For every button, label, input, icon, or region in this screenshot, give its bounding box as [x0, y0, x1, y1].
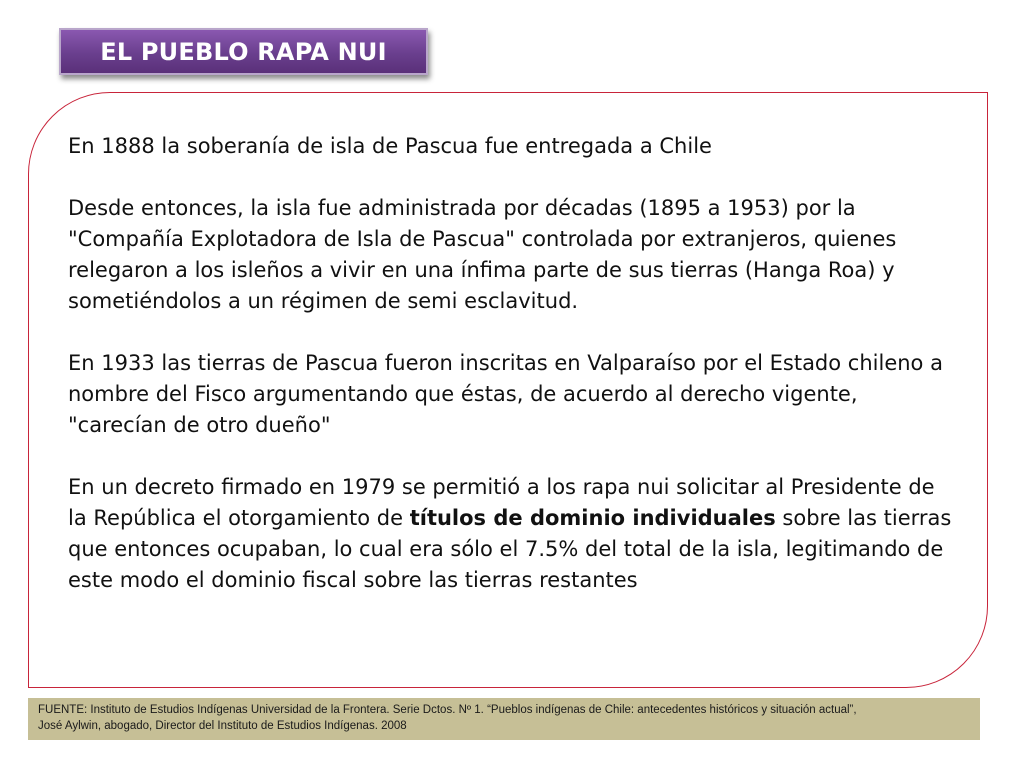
paragraph-4-bold-text: títulos de dominio individuales — [409, 506, 776, 530]
paragraph-4 — [68, 472, 958, 596]
source-line-1: FUENTE: Instituto de Estudios Indígenas Universidad de la Frontera. Serie Dctos. Nº 1. “Pueblos indígenas de Chile: antecedentes históricos y situación actual”, — [38, 704, 857, 716]
source-line-2: José Aylwin, abogado, Director del Instituto de Estudios Indígenas. 2008 — [38, 720, 407, 732]
paragraph-2: Desde entonces, la isla fue administrada por décadas (1895 a 1953) por la "Compañía Explotadora de Isla de Pascua" controlada por extranjeros, quienes relegaron a los isleños a vivir en una ínfima parte de sus tierras (Hanga Roa) y sometiéndolos a un régimen de semi esclavitud. — [68, 196, 897, 313]
source-footer — [28, 698, 980, 740]
paragraph-3: En 1933 las tierras de Pascua fueron inscritas en Valparaíso por el Estado chileno a nombre del Fisco argumentando que éstas, de acuerdo al derecho vigente, "carecían de otro dueño" — [68, 351, 943, 437]
paragraph-4-text-start: En un decreto firmado en 1979 se permitió a los rapa nui solicitar al Presidente de la República el otorgamiento de — [68, 475, 935, 530]
body-text — [68, 131, 958, 596]
paragraph-4-text-end: sobre las tierras que entonces ocupaban, lo cual era sólo el 7.5% del total de la isla, legitimando de este modo el dominio fiscal sobre las tierras restantes — [68, 506, 952, 592]
slide-title — [59, 28, 428, 75]
slide-title-text: EL PUEBLO RAPA NUI — [100, 37, 387, 66]
paragraph-1: En 1888 la soberanía de isla de Pascua fue entregada a Chile — [68, 134, 712, 158]
